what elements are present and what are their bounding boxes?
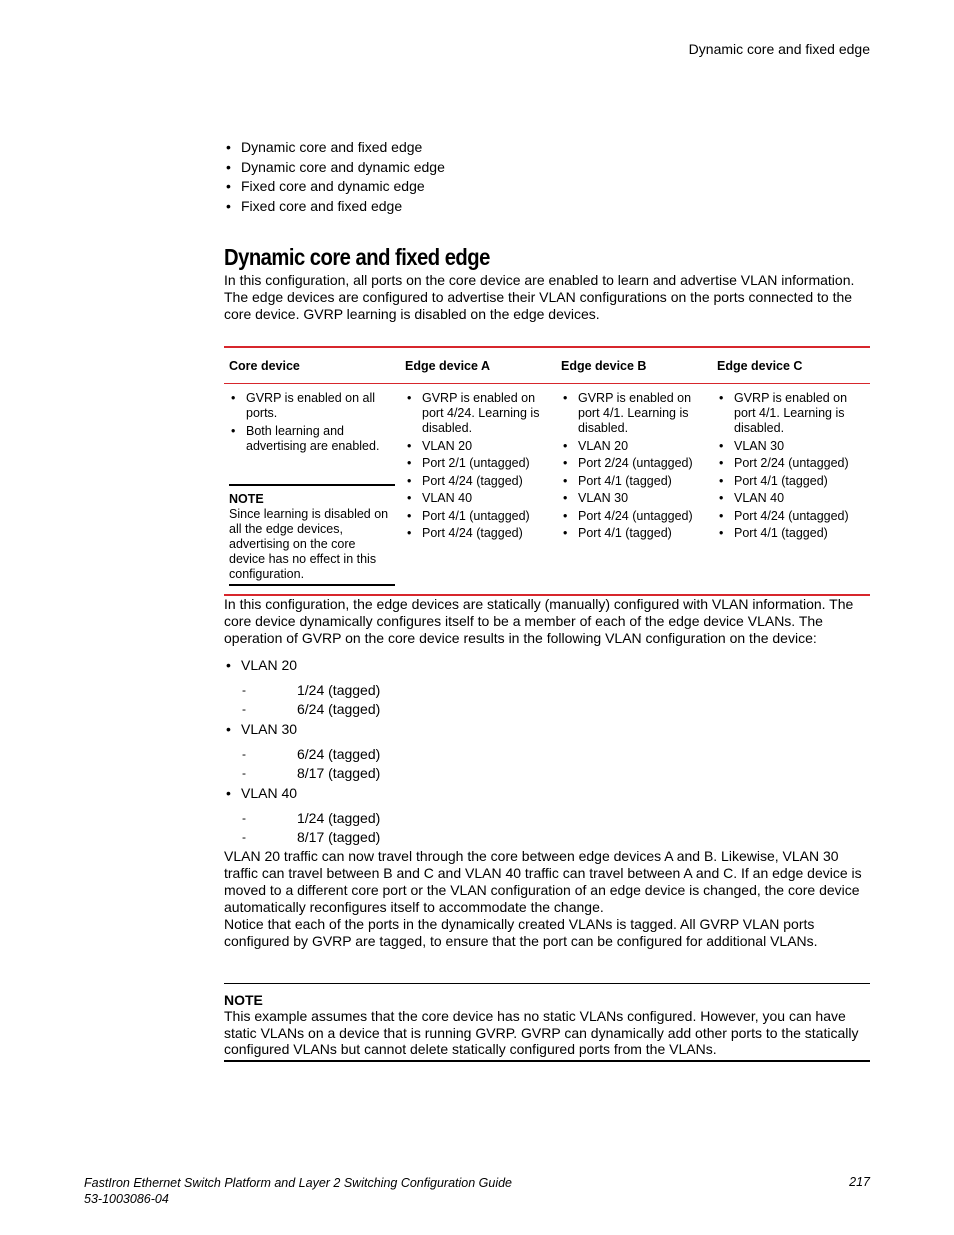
guide-title: FastIron Ethernet Switch Platform and Layer 2 Switching Configuration Guide: [84, 1176, 512, 1190]
note-box: [224, 983, 870, 1062]
list-item: • Port 4/1 (tagged): [717, 526, 865, 541]
core-device-list: [229, 391, 395, 454]
column-header: Core device: [224, 347, 400, 384]
port-item: [224, 700, 870, 720]
list-item: • Port 4/1 (tagged): [561, 474, 707, 489]
port-text: 8/17 (tagged): [297, 829, 381, 845]
doc-number: 53-1003086-04: [84, 1192, 169, 1206]
table-row: [224, 384, 870, 595]
static-config-paragraph: In this configuration, the edge devices are statically (manually) configured with VLAN information. The core device dynamically configures itself to be a member of each of the edge device VLANs. The operation of GVRP on the core device results in the following VLAN configuration on the device:: [224, 595, 854, 646]
vlan-item: • VLAN 20: [224, 656, 870, 675]
running-header: Dynamic core and fixed edge: [688, 41, 870, 57]
table-header-row: [224, 347, 870, 384]
edge-device-b-list: [561, 391, 707, 541]
note-text: This example assumes that the core device has no static VLANs configured. However, you can have static VLANs on a device that is running GVRP. GVRP can dynamically add other ports to the statically configured VLANs but cannot delete statically configured ports from the VLANs.: [224, 1008, 859, 1057]
traffic-paragraph: VLAN 20 traffic can now travel through the core between edge devices A and B. Likewise, VLAN 30 traffic can travel between B and C and VLAN 40 traffic can travel between A and C. If an edge device is moved to a different core port or the VLAN configuration of an edge device is changed, the core device automatically reconfigures itself to accommodate the change.: [224, 847, 862, 915]
core-device-cell: [224, 384, 400, 595]
edge-device-c-cell: [712, 384, 870, 595]
list-item: • VLAN 40: [405, 491, 551, 506]
port-text: 6/24 (tagged): [297, 701, 381, 717]
list-item: • VLAN 20: [561, 439, 707, 454]
edge-device-b-cell: [556, 384, 712, 595]
vlan-item: • VLAN 40: [224, 784, 870, 803]
list-item: • GVRP is enabled on port 4/24. Learning is disabled.: [405, 391, 551, 436]
list-item: • VLAN 30: [561, 491, 707, 506]
edge-device-a-list: [405, 391, 551, 541]
column-header: Edge device A: [400, 347, 556, 384]
note-text: Since learning is disabled on all the edge devices, advertising on the core device has no effect in this configuration.: [229, 506, 389, 581]
dash-marker: -: [242, 702, 246, 716]
core-device-note: [229, 484, 395, 586]
list-item: • Port 2/1 (untagged): [405, 456, 551, 471]
dash-marker: -: [242, 810, 246, 825]
list-item: • Both learning and advertising are enabled.: [229, 424, 395, 454]
dash-marker: -: [242, 766, 246, 780]
list-item: • Dynamic core and dynamic edge: [224, 158, 870, 178]
port-item: [224, 809, 870, 829]
list-item: • Port 4/1 (tagged): [561, 526, 707, 541]
edge-device-a-cell: [400, 384, 556, 595]
list-item: • Port 4/24 (tagged): [405, 474, 551, 489]
dash-marker: -: [242, 682, 246, 697]
list-item: • GVRP is enabled on port 4/1. Learning is disabled.: [561, 391, 707, 436]
vlan-list: [224, 656, 870, 848]
footer: [84, 1175, 512, 1207]
list-item: • Fixed core and dynamic edge: [224, 177, 870, 197]
column-header: Edge device B: [556, 347, 712, 384]
configuration-table: [224, 346, 870, 596]
dash-marker: -: [242, 830, 246, 844]
list-item: • Port 4/24 (tagged): [405, 526, 551, 541]
edge-device-c-list: [717, 391, 865, 541]
port-item: [224, 681, 870, 701]
list-item: • Port 2/24 (untagged): [561, 456, 707, 471]
page-number: 217: [849, 1175, 870, 1189]
port-text: 1/24 (tagged): [297, 681, 381, 698]
list-item: • Port 4/1 (tagged): [717, 474, 865, 489]
list-item: • Fixed core and fixed edge: [224, 197, 870, 217]
dash-marker: -: [242, 746, 246, 761]
tagged-paragraph: Notice that each of the ports in the dynamically created VLANs is tagged. All GVRP VLAN ports configured by GVRP are tagged, to ensure that the port can be configured for additional VLANs.: [224, 915, 818, 949]
list-item: • Port 4/24 (untagged): [561, 509, 707, 524]
section-intro: In this configuration, all ports on the core device are enabled to learn and advertise VLAN information. The edge devices are configured to advertise their VLAN configurations on the ports connected to the core device. GVRP learning is disabled on the edge devices.: [224, 272, 855, 322]
list-item: • GVRP is enabled on all ports.: [229, 391, 395, 421]
note-label: NOTE: [224, 991, 263, 1008]
port-text: 8/17 (tagged): [297, 765, 381, 781]
port-text: 1/24 (tagged): [297, 809, 381, 826]
list-item: • VLAN 30: [717, 439, 865, 454]
intro-list: [224, 138, 870, 216]
list-item: • Port 4/1 (untagged): [405, 509, 551, 524]
port-item: [224, 745, 870, 765]
port-text: 6/24 (tagged): [297, 745, 381, 762]
list-item: • VLAN 40: [717, 491, 865, 506]
list-item: • Dynamic core and fixed edge: [224, 138, 870, 158]
column-header: Edge device C: [712, 347, 870, 384]
list-item: • Port 2/24 (untagged): [717, 456, 865, 471]
port-item: [224, 828, 870, 848]
vlan-item: • VLAN 30: [224, 720, 870, 739]
section-title: Dynamic core and fixed edge: [224, 244, 490, 270]
port-item: [224, 764, 870, 784]
note-label: NOTE: [229, 491, 264, 506]
list-item: • Port 4/24 (untagged): [717, 509, 865, 524]
list-item: • GVRP is enabled on port 4/1. Learning is disabled.: [717, 391, 865, 436]
page-content: [224, 138, 870, 1062]
list-item: • VLAN 20: [405, 439, 551, 454]
